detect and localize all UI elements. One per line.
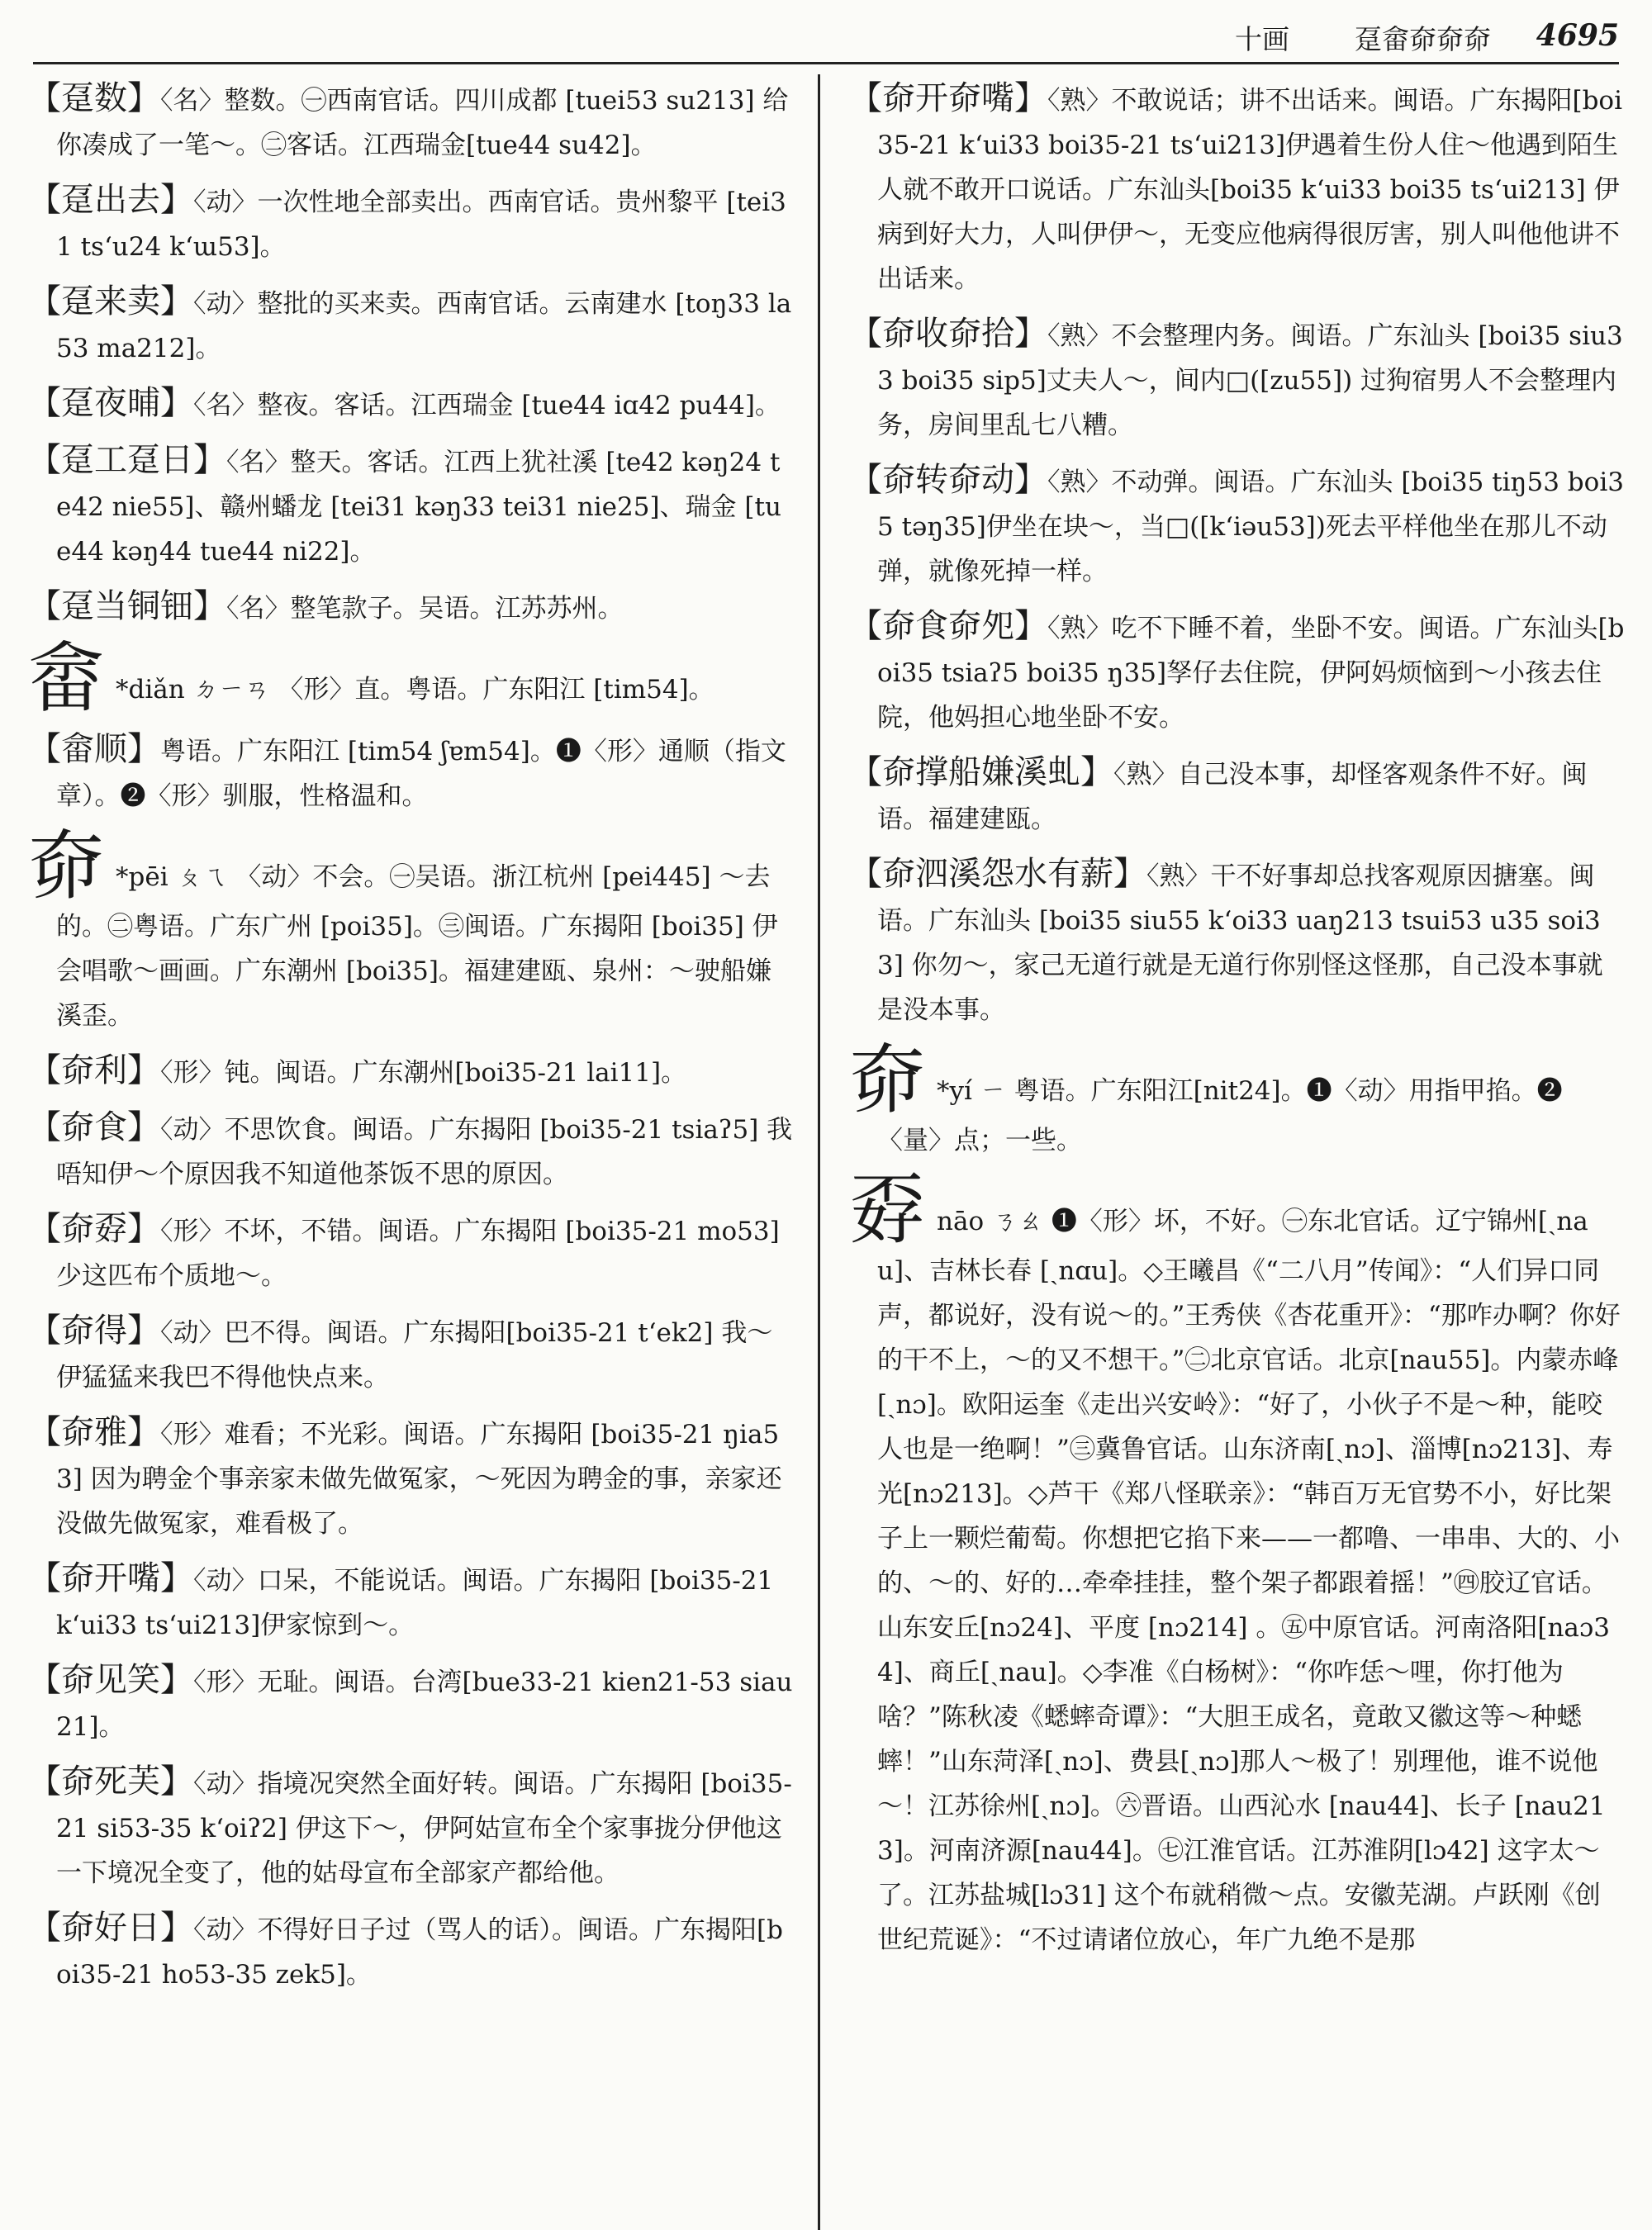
character-headword: 奅	[28, 822, 105, 910]
entry-headword: 【奅好日】	[28, 1909, 193, 1947]
header-words: 趸畲奅奅奅	[1355, 23, 1491, 55]
entry-definition: 〈熟〉干不好事却总找客观原因搪塞。闽语。广东汕头 [boi35 siu55 kʻoi33 uaŋ213 tsui53 u35 soi33] 你勿～，家己无道行就是无道行你别怪这怪那，自己没本事就是没本事。	[877, 861, 1603, 1025]
column-divider	[818, 74, 820, 2230]
character-entry	[28, 822, 793, 1038]
entry-definition: nāo ㄋㄠ ❶〈形〉坏，不好。㊀东北官话。辽宁锦州[ˏnau]、吉林长春 [ˏnɑu]。◇王曦昌《“二八月”传闻》：“人们异口同声，都说好，没有说～的。”王秀侠《杏花重开》：“那咋办啊？你好的干不上，～的又不想干。”㊁北京官话。北京[nau55]。内蒙赤峰[ˏnɔ]。欧阳运奎《走出兴安岭》：“好了，小伙子不是～种，能咬人也是一绝啊！”㊂冀鲁官话。山东济南[ˏnɔ]、淄博[nɔ213]、寿光[nɔ213]。◇芦干《郑八怪联亲》：“韩百万无官势不小，好比架子上一颗烂葡萄。你想把它掐下来——一都噜、一串串、大的、小的、～的、好的…牵牵挂挂，整个架子都跟着摇！”㊃胶辽官话。山东安丘[nɔ24]、平度 [nɔ214] 。㊄中原官话。河南洛阳[naɔ34]、商丘[ˏnau]。◇李准《白杨树》：“你咋恁～哩，你打他为啥？”陈秋凌《蟋蟀奇谭》：“大胆王成名，竟敢又徽这等～种蟋蟀！”山东菏泽[ˏnɔ]、费县[ˏnɔ]那人～极了！别理他，谁不说他～！江苏徐州[ˏnɔ]。㊅晋语。山西沁水 [nau44]、长子 [nau213]。河南济源[nau44]。㊆江淮官话。江苏淮阴[lɔ42] 这字太～了。江苏盐城[lɔ31] 这个布就稍微～点。安徽芜湖。卢跃刚《创世纪荒诞》：“不过请诸位放心，年广九绝不是那	[877, 1207, 1621, 1955]
dictionary-entry	[849, 852, 1626, 1032]
dictionary-entry	[28, 1759, 793, 1896]
entry-headword: 【奅利】	[28, 1051, 160, 1089]
dictionary-entry	[28, 1308, 793, 1400]
character-headword: 奅	[849, 1036, 926, 1124]
entry-headword: 【奅收奅拾】	[849, 315, 1047, 353]
dictionary-entry	[849, 750, 1626, 842]
entry-headword: 【奅开嘴】	[28, 1559, 193, 1597]
entry-headword: 【奅泗溪怨水有薪】	[849, 855, 1146, 893]
entry-headword: 【趸当铜钿】	[28, 587, 226, 625]
entry-definition: 〈形〉难看；不光彩。闽语。广东揭阳 [boi35-21 ŋia53] 因为聘金个事亲家未做先做冤家，～死因为聘金的事，亲家还没做先做冤家，难看极了。	[56, 1420, 782, 1539]
entry-headword: 【趸工趸日】	[28, 441, 226, 479]
entry-definition: 〈熟〉不会整理内务。闽语。广东汕头 [boi35 siu33 boi35 sip5]丈夫人～，间内□([zu55]) 过狗宿男人不会整理内务，房间里乱七八糟。	[877, 321, 1623, 440]
entry-headword: 【奅得】	[28, 1312, 160, 1350]
dictionary-entry	[849, 76, 1626, 301]
dictionary-entry	[28, 381, 793, 428]
dictionary-entry	[28, 76, 793, 168]
entry-definition: 〈熟〉吃不下睡不着，坐卧不安。闽语。广东汕头[boi35 tsiaʔ5 boi35 ŋ35]孥仔去住院，伊阿妈烦恼到～小孩去住院，他妈担心地坐卧不安。	[877, 614, 1625, 733]
entry-headword: 【奅食】	[28, 1108, 160, 1146]
entry-headword: 【奅雅】	[28, 1413, 160, 1451]
right-column	[849, 76, 1626, 2213]
dictionary-entry	[849, 311, 1626, 448]
entry-definition: 〈名〉整夜。客话。江西瑞金 [tue44 iɑ42 pu44]。	[193, 391, 781, 420]
dictionary-entry	[28, 1658, 793, 1749]
dictionary-entry	[28, 1048, 793, 1095]
page-number: 4695	[1536, 18, 1619, 53]
entry-definition: *yí ㄧ 粤语。广东阳江[nit24]。❶〈动〉用指甲掐。❷〈量〉点；一些。	[877, 1076, 1563, 1155]
entry-definition: 〈熟〉自己没本事，却怪客观条件不好。闽语。福建建瓯。	[877, 760, 1588, 834]
dictionary-entry	[28, 279, 793, 371]
entry-definition: 〈动〉口呆，不能说话。闽语。广东揭阳 [boi35-21 kʻui33 tsʻui213]伊家惊到～。	[56, 1566, 774, 1640]
entry-definition: 〈名〉整数。㊀西南官话。四川成都 [tuei53 su213] 给你凑成了一笔～。㊁客话。江西瑞金[tue44 su42]。	[56, 86, 789, 160]
entry-definition: 〈动〉不得好日子过（骂人的话）。闽语。广东揭阳[boi35-21 ho53-35 zek5]。	[56, 1915, 783, 1990]
character-headword: 孬	[849, 1166, 926, 1255]
page-header	[33, 15, 1619, 64]
entry-headword: 【奅见笑】	[28, 1661, 193, 1699]
dictionary-entry	[28, 1410, 793, 1546]
entry-definition: 〈动〉整批的买来卖。西南官话。云南建水 [toŋ33 la53 ma212]。	[56, 289, 792, 363]
character-entry	[849, 1166, 1626, 1962]
entry-headword: 【奅死芙】	[28, 1763, 193, 1801]
entry-headword: 【奅孬】	[28, 1210, 160, 1248]
dictionary-entry	[28, 727, 793, 818]
entry-definition: 〈熟〉不敢说话；讲不出话来。闽语。广东揭阳[boi35-21 kʻui33 boi35-21 tsʻui213]伊遇着生份人住～他遇到陌生人就不敢开口说话。广东汕头[boi35 kʻui33 boi35 tsʻui213] 伊病到好大力，人叫伊伊～，无变应他病得很厉害，别人叫他他讲不出话来。	[877, 86, 1623, 294]
entry-definition: 〈形〉无耻。闽语。台湾[bue33-21 kien21-53 siau21]。	[56, 1668, 793, 1742]
dictionary-entry	[28, 1556, 793, 1648]
entry-definition: 〈形〉钝。闽语。广东潮州[boi35-21 lai11]。	[160, 1058, 687, 1088]
header-rule	[33, 62, 1619, 64]
dictionary-entry	[849, 604, 1626, 740]
entry-headword: 【奅撑船嫌溪虬】	[849, 753, 1113, 791]
entry-definition: 〈动〉巴不得。闽语。广东揭阳[boi35-21 tʻek2] 我～伊猛猛来我巴不得他快点来。	[56, 1318, 773, 1393]
entry-definition: 〈名〉整笔款子。吴语。江苏苏州。	[226, 594, 624, 624]
header-section: 十画	[1235, 23, 1289, 55]
entry-headword: 【奅转奅动】	[849, 461, 1047, 499]
entry-definition: *diǎn ㄉㄧㄢ 〈形〉直。粤语。广东阳江 [tim54]。	[116, 675, 714, 705]
dictionary-entry	[28, 584, 793, 631]
entry-definition: 粤语。广东阳江 [tim54 ʃɐm54]。❶〈形〉通顺（指文章）。❷〈形〉驯服，性格温和。	[56, 737, 786, 811]
entry-definition: 〈形〉不坏，不错。闽语。广东揭阳 [boi35-21 mo53]少这匹布个质地～。	[56, 1217, 780, 1291]
dictionary-entry	[28, 1105, 793, 1197]
entry-headword: 【趸夜晡】	[28, 384, 193, 422]
character-entry	[849, 1036, 1626, 1163]
dictionary-entry	[28, 178, 793, 269]
left-column	[28, 76, 793, 2213]
entry-headword: 【畲顺】	[28, 730, 160, 768]
dictionary-entry	[28, 438, 793, 574]
entry-definition: 〈熟〉不动弹。闽语。广东汕头 [boi35 tiŋ53 boi35 təŋ35]伊坐在块～，当□([kʻiəu53])死去平样他坐在那儿不动弹，就像死掉一样。	[877, 467, 1624, 586]
character-entry	[28, 634, 793, 723]
entry-headword: 【趸来卖】	[28, 282, 193, 320]
entry-definition: *pēi ㄆㄟ 〈动〉不会。㊀吴语。浙江杭州 [pei445] ～去的。㊁粤语。广东广州 [poi35]。㊂闽语。广东揭阳 [boi35] 伊会唱歌～画画。广东潮州 [boi35]。福建建瓯、泉州：～驶船嫌溪歪。	[56, 862, 778, 1031]
entry-definition: 〈名〉整天。客话。江西上犹社溪 [te42 kəŋ24 te42 nie55]、赣州蟠龙 [tei31 kəŋ33 tei31 nie25]、瑞金 [tue44 kəŋ44 tue44 ni22]。	[56, 448, 781, 567]
entry-definition: 〈动〉不思饮食。闽语。广东揭阳 [boi35-21 tsiaʔ5] 我唔知伊～个原因我不知道他茶饭不思的原因。	[56, 1115, 793, 1189]
dictionary-entry	[28, 1207, 793, 1298]
character-headword: 畲	[28, 634, 105, 723]
dictionary-entry	[849, 458, 1626, 594]
entry-headword: 【奅食奅夗】	[849, 607, 1047, 645]
entry-definition: 〈动〉指境况突然全面好转。闽语。广东揭阳 [boi35-21 si53-35 kʻoiʔ2] 伊这下～，伊阿姑宣布全个家事拢分伊他这一下境况全变了，他的姑母宣布全部家产都给他。	[56, 1769, 792, 1888]
entry-headword: 【趸出去】	[28, 181, 193, 219]
entry-headword: 【奅开奅嘴】	[849, 79, 1047, 117]
entry-headword: 【趸数】	[28, 79, 160, 117]
dictionary-entry	[28, 1905, 793, 1997]
entry-definition: 〈动〉一次性地全部卖出。西南官话。贵州黎平 [tei31 tsʻu24 kʻɯ53]。	[56, 187, 786, 262]
